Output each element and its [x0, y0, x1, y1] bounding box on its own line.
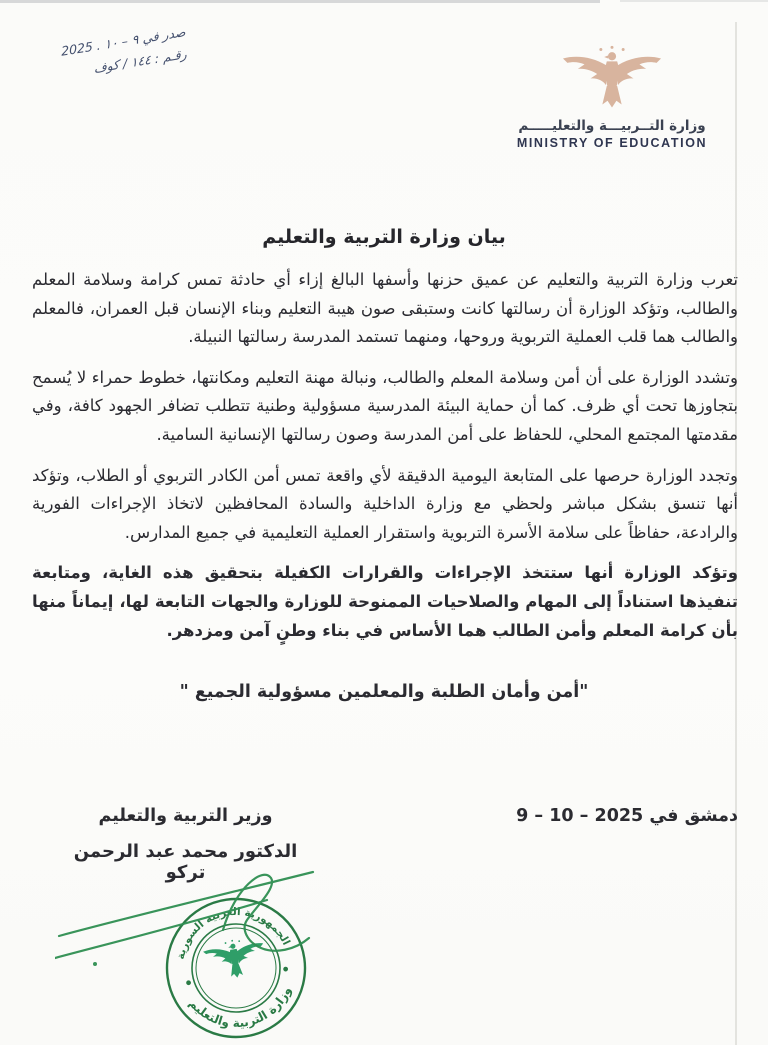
stamp-bottom-text: وزارة التربية والتعليم	[186, 984, 294, 1031]
minister-title: وزير التربية والتعليم	[98, 806, 273, 826]
paragraph-1: تعرب وزارة التربية والتعليم عن عميق حزنها وأسفها البالغ إزاء أي حادثة تمس كرامة وسلامة المعلم والطالب، وتؤكد الوزارة أن رسالتها كانت وستبقى صون هيبة التعليم وبناء الإنسان قبل العمران، فالمعلم والطالب هما قلب العملية التربوية وروحها، ومنهما تستمد المدرسة رسالتها النبيلة.	[32, 270, 738, 347]
scan-artifact-top-line-2	[620, 0, 768, 2]
scan-artifact-top-line	[0, 0, 600, 3]
eagle-emblem-icon	[560, 44, 664, 116]
date-place-line: دمشق في 2025 – 10 – 9	[516, 806, 738, 826]
statement-slogan: "أمن وأمان الطلبة والمعلمين مسؤولية الجميع "	[179, 682, 589, 702]
paragraph-2: وتشدد الوزارة على أن أمن وسلامة المعلم والطالب، ونبالة مهنة التعليم ومكانتها، خطوط حمراء لا يُسمح بتجاوزها تحت أي ظرف. كما أن حماية البيئة المدرسية مسؤولية وطنية تتطلب تضافر الجهود كافة، وفي مقدمتها المجتمع المحلي، للحفاظ على أمن المدرسة وصون رسالتها الإنسانية السامية.	[32, 367, 738, 444]
minister-handwritten-signature	[55, 866, 395, 1008]
statement-body	[32, 266, 738, 657]
paragraph-4: وتؤكد الوزارة أنها ستتخذ الإجراءات والقرارات الكفيلة بتحقيق هذه الغاية، ومتابعة تنفيذها استناداً إلى المهام والصلاحيات الممنوحة للوزارة والجهات التابعة لها، إيماناً منها بأن كرامة المعلم وأمن الطالب هما الأساس في بناء وطنٍ آمن ومزدهر.	[32, 563, 738, 640]
handwritten-register-number: رقـم : ١٤٤ / كوف	[93, 45, 187, 76]
ministry-arabic-wordmark: وزارة التــربيـــة والتعليـــــم	[518, 118, 706, 134]
handwritten-issue-date: صدر في ٩ – ١٠ . 2025	[60, 24, 186, 59]
ministry-logo	[492, 44, 732, 150]
handwritten-registry-note	[22, 21, 187, 91]
statement-title: بيان وزارة التربية والتعليم	[262, 226, 506, 248]
minister-name: الدكتور محمد عبد الرحمن تركو	[73, 841, 298, 883]
ministry-english-name: MINISTRY OF EDUCATION	[516, 136, 708, 150]
paragraph-3: وتجدد الوزارة حرصها على المتابعة اليومية الدقيقة لأي واقعة تمس أمن الكادر التربوي أو الطلاب، وتؤكد أنها تنسق بشكل مباشر ولحظي مع وزارة الداخلية والسادة المحافظين لاتخاذ الإجراءات الفورية والرادعة، حفاظاً على سلامة الأسرة التربوية واستقرار العملية التعليمية في جميع المدارس.	[32, 465, 738, 542]
stamp-top-text: الجمهورية العربية السورية	[174, 905, 293, 961]
